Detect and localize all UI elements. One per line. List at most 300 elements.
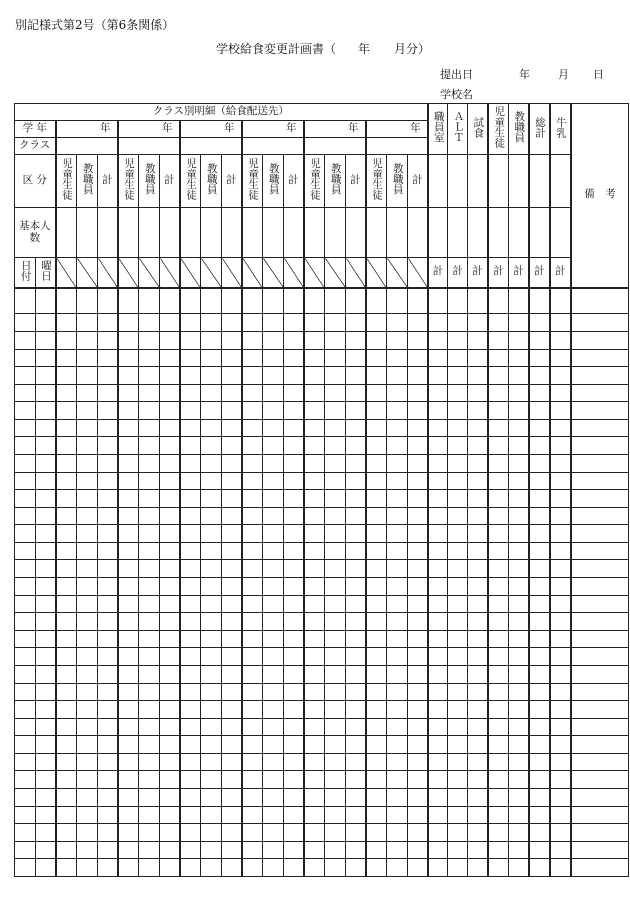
- entry-cell[interactable]: [571, 630, 629, 648]
- entry-cell[interactable]: [284, 578, 304, 596]
- entry-cell[interactable]: [77, 648, 98, 666]
- entry-cell[interactable]: [222, 683, 242, 701]
- entry-cell[interactable]: [98, 331, 118, 349]
- entry-cell[interactable]: [346, 824, 366, 842]
- entry-cell[interactable]: [160, 806, 180, 824]
- entry-cell[interactable]: [550, 701, 571, 719]
- entry-cell[interactable]: [15, 314, 36, 332]
- entry-cell[interactable]: [98, 542, 118, 560]
- entry-cell[interactable]: [428, 525, 448, 543]
- entry-cell[interactable]: [77, 437, 98, 455]
- entry-cell[interactable]: [550, 367, 571, 385]
- entry-cell[interactable]: [15, 595, 36, 613]
- entry-cell[interactable]: [56, 437, 77, 455]
- entry-cell[interactable]: [139, 788, 160, 806]
- entry-cell[interactable]: [468, 490, 488, 508]
- entry-cell[interactable]: [304, 824, 325, 842]
- entry-cell[interactable]: [428, 859, 448, 877]
- entry-cell[interactable]: [428, 367, 448, 385]
- entry-cell[interactable]: [550, 472, 571, 490]
- entry-cell[interactable]: [56, 806, 77, 824]
- entry-cell[interactable]: [550, 824, 571, 842]
- entry-cell[interactable]: [98, 736, 118, 754]
- entry-cell[interactable]: [366, 437, 387, 455]
- entry-cell[interactable]: [201, 806, 222, 824]
- entry-cell[interactable]: [304, 384, 325, 402]
- entry-cell[interactable]: [118, 525, 139, 543]
- entry-cell[interactable]: [98, 630, 118, 648]
- entry-cell[interactable]: [571, 841, 629, 859]
- entry-cell[interactable]: [139, 578, 160, 596]
- entry-cell[interactable]: [488, 560, 509, 578]
- entry-cell[interactable]: [77, 507, 98, 525]
- entry-cell[interactable]: [56, 595, 77, 613]
- entry-cell[interactable]: [428, 788, 448, 806]
- entry-cell[interactable]: [56, 578, 77, 596]
- entry-cell[interactable]: [325, 437, 346, 455]
- entry-cell[interactable]: [242, 824, 263, 842]
- entry-cell[interactable]: [509, 648, 529, 666]
- entry-cell[interactable]: [529, 841, 550, 859]
- entry-cell[interactable]: [387, 630, 408, 648]
- entry-cell[interactable]: [304, 578, 325, 596]
- entry-cell[interactable]: [529, 560, 550, 578]
- entry-cell[interactable]: [222, 472, 242, 490]
- entry-cell[interactable]: [408, 578, 428, 596]
- entry-cell[interactable]: [201, 402, 222, 420]
- entry-cell[interactable]: [366, 701, 387, 719]
- entry-cell[interactable]: [56, 542, 77, 560]
- entry-cell[interactable]: [263, 824, 284, 842]
- entry-cell[interactable]: [387, 472, 408, 490]
- entry-cell[interactable]: [77, 560, 98, 578]
- entry-cell[interactable]: [56, 613, 77, 631]
- entry-cell[interactable]: [304, 613, 325, 631]
- entry-cell[interactable]: [98, 437, 118, 455]
- entry-cell[interactable]: [468, 683, 488, 701]
- entry-cell[interactable]: [304, 490, 325, 508]
- entry-cell[interactable]: [118, 718, 139, 736]
- entry-cell[interactable]: [160, 367, 180, 385]
- entry-cell[interactable]: [180, 578, 201, 596]
- entry-cell[interactable]: [201, 560, 222, 578]
- entry-cell[interactable]: [15, 472, 36, 490]
- entry-cell[interactable]: [448, 613, 468, 631]
- entry-cell[interactable]: [56, 648, 77, 666]
- entry-cell[interactable]: [222, 525, 242, 543]
- entry-cell[interactable]: [139, 613, 160, 631]
- entry-cell[interactable]: [201, 578, 222, 596]
- entry-cell[interactable]: [222, 384, 242, 402]
- entry-cell[interactable]: [160, 560, 180, 578]
- entry-cell[interactable]: [325, 384, 346, 402]
- entry-cell[interactable]: [222, 736, 242, 754]
- entry-cell[interactable]: [160, 859, 180, 877]
- entry-cell[interactable]: [346, 402, 366, 420]
- entry-cell[interactable]: [346, 454, 366, 472]
- entry-cell[interactable]: [325, 419, 346, 437]
- entry-cell[interactable]: [118, 753, 139, 771]
- entry-cell[interactable]: [77, 578, 98, 596]
- entry-cell[interactable]: [222, 824, 242, 842]
- entry-cell[interactable]: [36, 736, 56, 754]
- entry-cell[interactable]: [366, 419, 387, 437]
- entry-cell[interactable]: [98, 613, 118, 631]
- entry-cell[interactable]: [488, 806, 509, 824]
- entry-cell[interactable]: [160, 648, 180, 666]
- entry-cell[interactable]: [222, 630, 242, 648]
- entry-cell[interactable]: [529, 701, 550, 719]
- entry-cell[interactable]: [571, 859, 629, 877]
- entry-cell[interactable]: [263, 560, 284, 578]
- entry-cell[interactable]: [488, 384, 509, 402]
- entry-cell[interactable]: [387, 578, 408, 596]
- entry-cell[interactable]: [118, 560, 139, 578]
- entry-cell[interactable]: [325, 613, 346, 631]
- entry-cell[interactable]: [468, 648, 488, 666]
- entry-cell[interactable]: [36, 349, 56, 367]
- entry-cell[interactable]: [242, 507, 263, 525]
- entry-cell[interactable]: [571, 437, 629, 455]
- entry-cell[interactable]: [36, 841, 56, 859]
- entry-cell[interactable]: [15, 454, 36, 472]
- entry-cell[interactable]: [98, 560, 118, 578]
- entry-cell[interactable]: [325, 771, 346, 789]
- entry-cell[interactable]: [98, 402, 118, 420]
- entry-cell[interactable]: [571, 578, 629, 596]
- entry-cell[interactable]: [77, 859, 98, 877]
- entry-cell[interactable]: [15, 859, 36, 877]
- entry-cell[interactable]: [139, 771, 160, 789]
- entry-cell[interactable]: [15, 490, 36, 508]
- entry-cell[interactable]: [56, 753, 77, 771]
- entry-cell[interactable]: [77, 841, 98, 859]
- entry-cell[interactable]: [180, 288, 201, 314]
- entry-cell[interactable]: [56, 788, 77, 806]
- entry-cell[interactable]: [222, 490, 242, 508]
- entry-cell[interactable]: [346, 542, 366, 560]
- entry-cell[interactable]: [448, 859, 468, 877]
- entry-cell[interactable]: [15, 437, 36, 455]
- entry-cell[interactable]: [529, 595, 550, 613]
- entry-cell[interactable]: [56, 472, 77, 490]
- entry-cell[interactable]: [428, 560, 448, 578]
- entry-cell[interactable]: [325, 288, 346, 314]
- entry-cell[interactable]: [160, 331, 180, 349]
- entry-cell[interactable]: [571, 824, 629, 842]
- entry-cell[interactable]: [222, 578, 242, 596]
- entry-cell[interactable]: [263, 490, 284, 508]
- entry-cell[interactable]: [408, 472, 428, 490]
- entry-cell[interactable]: [201, 542, 222, 560]
- entry-cell[interactable]: [36, 613, 56, 631]
- entry-cell[interactable]: [118, 288, 139, 314]
- entry-cell[interactable]: [366, 859, 387, 877]
- entry-cell[interactable]: [387, 384, 408, 402]
- entry-cell[interactable]: [201, 630, 222, 648]
- entry-cell[interactable]: [509, 419, 529, 437]
- entry-cell[interactable]: [139, 630, 160, 648]
- entry-cell[interactable]: [222, 701, 242, 719]
- entry-cell[interactable]: [160, 402, 180, 420]
- entry-cell[interactable]: [408, 454, 428, 472]
- entry-cell[interactable]: [242, 736, 263, 754]
- entry-cell[interactable]: [448, 525, 468, 543]
- entry-cell[interactable]: [468, 718, 488, 736]
- entry-cell[interactable]: [408, 736, 428, 754]
- entry-cell[interactable]: [468, 613, 488, 631]
- entry-cell[interactable]: [263, 701, 284, 719]
- entry-cell[interactable]: [468, 859, 488, 877]
- entry-cell[interactable]: [408, 288, 428, 314]
- entry-cell[interactable]: [15, 788, 36, 806]
- entry-cell[interactable]: [118, 419, 139, 437]
- entry-cell[interactable]: [529, 648, 550, 666]
- entry-cell[interactable]: [550, 384, 571, 402]
- entry-cell[interactable]: [77, 613, 98, 631]
- entry-cell[interactable]: [284, 507, 304, 525]
- entry-cell[interactable]: [325, 630, 346, 648]
- entry-cell[interactable]: [488, 542, 509, 560]
- entry-cell[interactable]: [448, 419, 468, 437]
- entry-cell[interactable]: [366, 560, 387, 578]
- entry-cell[interactable]: [366, 507, 387, 525]
- entry-cell[interactable]: [222, 507, 242, 525]
- entry-cell[interactable]: [139, 349, 160, 367]
- entry-cell[interactable]: [77, 288, 98, 314]
- entry-cell[interactable]: [180, 419, 201, 437]
- entry-cell[interactable]: [488, 367, 509, 385]
- entry-cell[interactable]: [468, 288, 488, 314]
- entry-cell[interactable]: [448, 349, 468, 367]
- entry-cell[interactable]: [304, 402, 325, 420]
- entry-cell[interactable]: [15, 402, 36, 420]
- entry-cell[interactable]: [263, 349, 284, 367]
- entry-cell[interactable]: [180, 560, 201, 578]
- entry-cell[interactable]: [346, 367, 366, 385]
- entry-cell[interactable]: [550, 490, 571, 508]
- entry-cell[interactable]: [201, 701, 222, 719]
- entry-cell[interactable]: [180, 349, 201, 367]
- entry-cell[interactable]: [36, 454, 56, 472]
- entry-cell[interactable]: [529, 806, 550, 824]
- entry-cell[interactable]: [77, 525, 98, 543]
- entry-cell[interactable]: [529, 788, 550, 806]
- entry-cell[interactable]: [180, 525, 201, 543]
- entry-cell[interactable]: [428, 578, 448, 596]
- entry-cell[interactable]: [488, 402, 509, 420]
- entry-cell[interactable]: [36, 437, 56, 455]
- entry-cell[interactable]: [408, 683, 428, 701]
- entry-cell[interactable]: [346, 560, 366, 578]
- entry-cell[interactable]: [529, 437, 550, 455]
- entry-cell[interactable]: [263, 753, 284, 771]
- entry-cell[interactable]: [284, 367, 304, 385]
- entry-cell[interactable]: [571, 314, 629, 332]
- entry-cell[interactable]: [118, 367, 139, 385]
- entry-cell[interactable]: [529, 525, 550, 543]
- entry-cell[interactable]: [139, 490, 160, 508]
- entry-cell[interactable]: [428, 630, 448, 648]
- entry-cell[interactable]: [448, 331, 468, 349]
- entry-cell[interactable]: [304, 788, 325, 806]
- entry-cell[interactable]: [98, 806, 118, 824]
- entry-cell[interactable]: [56, 859, 77, 877]
- entry-cell[interactable]: [284, 560, 304, 578]
- entry-cell[interactable]: [201, 288, 222, 314]
- entry-cell[interactable]: [488, 437, 509, 455]
- entry-cell[interactable]: [448, 824, 468, 842]
- entry-cell[interactable]: [263, 384, 284, 402]
- entry-cell[interactable]: [408, 419, 428, 437]
- entry-cell[interactable]: [36, 824, 56, 842]
- entry-cell[interactable]: [387, 736, 408, 754]
- entry-cell[interactable]: [139, 384, 160, 402]
- entry-cell[interactable]: [201, 367, 222, 385]
- entry-cell[interactable]: [180, 507, 201, 525]
- entry-cell[interactable]: [529, 419, 550, 437]
- entry-cell[interactable]: [488, 288, 509, 314]
- entry-cell[interactable]: [488, 595, 509, 613]
- entry-cell[interactable]: [201, 859, 222, 877]
- entry-cell[interactable]: [15, 419, 36, 437]
- entry-cell[interactable]: [139, 288, 160, 314]
- entry-cell[interactable]: [242, 542, 263, 560]
- entry-cell[interactable]: [284, 525, 304, 543]
- entry-cell[interactable]: [366, 331, 387, 349]
- entry-cell[interactable]: [222, 349, 242, 367]
- entry-cell[interactable]: [488, 454, 509, 472]
- entry-cell[interactable]: [346, 718, 366, 736]
- entry-cell[interactable]: [325, 736, 346, 754]
- entry-cell[interactable]: [15, 349, 36, 367]
- entry-cell[interactable]: [139, 367, 160, 385]
- entry-cell[interactable]: [263, 437, 284, 455]
- entry-cell[interactable]: [118, 542, 139, 560]
- entry-cell[interactable]: [529, 331, 550, 349]
- entry-cell[interactable]: [346, 525, 366, 543]
- entry-cell[interactable]: [201, 718, 222, 736]
- entry-cell[interactable]: [201, 454, 222, 472]
- entry-cell[interactable]: [509, 630, 529, 648]
- entry-cell[interactable]: [408, 595, 428, 613]
- entry-cell[interactable]: [509, 542, 529, 560]
- entry-cell[interactable]: [139, 437, 160, 455]
- entry-cell[interactable]: [304, 630, 325, 648]
- entry-cell[interactable]: [529, 367, 550, 385]
- entry-cell[interactable]: [488, 701, 509, 719]
- entry-cell[interactable]: [180, 454, 201, 472]
- entry-cell[interactable]: [529, 630, 550, 648]
- entry-cell[interactable]: [346, 578, 366, 596]
- entry-cell[interactable]: [263, 288, 284, 314]
- entry-cell[interactable]: [448, 490, 468, 508]
- entry-cell[interactable]: [284, 718, 304, 736]
- entry-cell[interactable]: [98, 824, 118, 842]
- entry-cell[interactable]: [284, 788, 304, 806]
- entry-cell[interactable]: [488, 824, 509, 842]
- entry-cell[interactable]: [284, 384, 304, 402]
- entry-cell[interactable]: [180, 490, 201, 508]
- entry-cell[interactable]: [77, 595, 98, 613]
- entry-cell[interactable]: [284, 542, 304, 560]
- entry-cell[interactable]: [529, 542, 550, 560]
- entry-cell[interactable]: [428, 753, 448, 771]
- entry-cell[interactable]: [118, 648, 139, 666]
- entry-cell[interactable]: [550, 402, 571, 420]
- entry-cell[interactable]: [488, 490, 509, 508]
- entry-cell[interactable]: [571, 384, 629, 402]
- entry-cell[interactable]: [77, 665, 98, 683]
- entry-cell[interactable]: [56, 718, 77, 736]
- entry-cell[interactable]: [201, 613, 222, 631]
- entry-cell[interactable]: [15, 701, 36, 719]
- entry-cell[interactable]: [428, 437, 448, 455]
- entry-cell[interactable]: [98, 665, 118, 683]
- entry-cell[interactable]: [160, 454, 180, 472]
- entry-cell[interactable]: [468, 367, 488, 385]
- entry-cell[interactable]: [15, 771, 36, 789]
- entry-cell[interactable]: [488, 314, 509, 332]
- entry-cell[interactable]: [77, 630, 98, 648]
- entry-cell[interactable]: [408, 630, 428, 648]
- entry-cell[interactable]: [36, 490, 56, 508]
- entry-cell[interactable]: [468, 665, 488, 683]
- entry-cell[interactable]: [346, 314, 366, 332]
- entry-cell[interactable]: [77, 824, 98, 842]
- entry-cell[interactable]: [325, 701, 346, 719]
- entry-cell[interactable]: [15, 384, 36, 402]
- entry-cell[interactable]: [222, 542, 242, 560]
- entry-cell[interactable]: [15, 630, 36, 648]
- entry-cell[interactable]: [488, 736, 509, 754]
- entry-cell[interactable]: [550, 788, 571, 806]
- entry-cell[interactable]: [550, 454, 571, 472]
- entry-cell[interactable]: [284, 665, 304, 683]
- entry-cell[interactable]: [550, 683, 571, 701]
- entry-cell[interactable]: [571, 560, 629, 578]
- entry-cell[interactable]: [448, 595, 468, 613]
- entry-cell[interactable]: [571, 613, 629, 631]
- entry-cell[interactable]: [15, 824, 36, 842]
- entry-cell[interactable]: [139, 542, 160, 560]
- entry-cell[interactable]: [448, 648, 468, 666]
- entry-cell[interactable]: [304, 859, 325, 877]
- entry-cell[interactable]: [408, 771, 428, 789]
- entry-cell[interactable]: [201, 753, 222, 771]
- entry-cell[interactable]: [366, 806, 387, 824]
- entry-cell[interactable]: [448, 367, 468, 385]
- entry-cell[interactable]: [571, 788, 629, 806]
- entry-cell[interactable]: [36, 648, 56, 666]
- entry-cell[interactable]: [428, 736, 448, 754]
- entry-cell[interactable]: [56, 288, 77, 314]
- entry-cell[interactable]: [366, 472, 387, 490]
- entry-cell[interactable]: [56, 560, 77, 578]
- entry-cell[interactable]: [488, 771, 509, 789]
- entry-cell[interactable]: [550, 613, 571, 631]
- entry-cell[interactable]: [529, 718, 550, 736]
- entry-cell[interactable]: [571, 718, 629, 736]
- entry-cell[interactable]: [428, 472, 448, 490]
- entry-cell[interactable]: [509, 507, 529, 525]
- entry-cell[interactable]: [488, 859, 509, 877]
- entry-cell[interactable]: [346, 788, 366, 806]
- entry-cell[interactable]: [509, 613, 529, 631]
- entry-cell[interactable]: [36, 525, 56, 543]
- entry-cell[interactable]: [180, 630, 201, 648]
- entry-cell[interactable]: [201, 595, 222, 613]
